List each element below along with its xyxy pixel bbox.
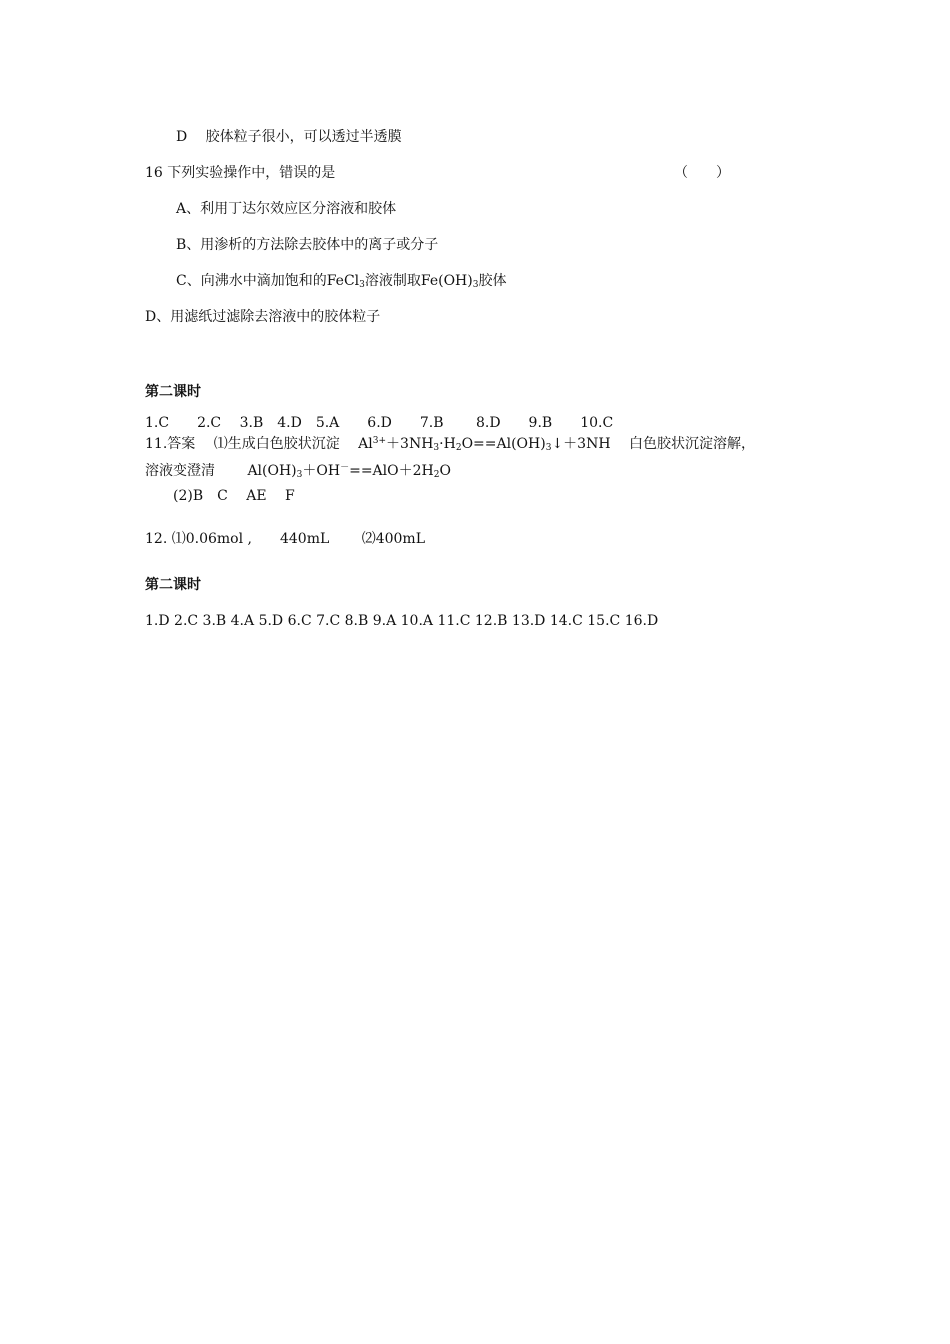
- option-c-text-3: 胶体: [478, 273, 507, 289]
- q11-superscript-1: 3+: [372, 436, 387, 446]
- answer-bracket: （ ）: [674, 165, 730, 181]
- option-c-subscript-1: 3: [359, 280, 365, 290]
- q11-subscript-3: 3: [545, 443, 552, 453]
- option-c-text-1: C、向沸水中滴加饱和的FeCl: [176, 273, 360, 289]
- q11-subscript-1: 3: [433, 443, 440, 453]
- section-heading: 第二课时: [145, 384, 201, 400]
- q11-text-5: ↓＋3NH 白色胶状沉淀溶解，: [551, 436, 755, 452]
- q11b-text-2: ＋OH: [302, 463, 341, 479]
- question16-option-a: A、利用丁达尔效应区分溶液和胶体: [176, 201, 397, 217]
- question11-answer-line1: [145, 432, 755, 457]
- q11b-text-4: O: [439, 463, 451, 479]
- question11-answer-line2: [145, 459, 451, 484]
- section-heading-2: 第二课时: [145, 577, 201, 593]
- q11b-superscript-1: －: [340, 463, 350, 473]
- q11-text-3: ·H: [439, 436, 456, 452]
- q11b-subscript-2: 2: [433, 470, 440, 480]
- q11-subscript-2: 2: [455, 443, 462, 453]
- q11b-subscript-1: 3: [296, 470, 303, 480]
- question11-answer-line3: (2)B C AE F: [145, 488, 295, 504]
- question12-answer: 12. ⑴0.06mol , 440mL ⑵400mL: [145, 531, 426, 547]
- question15-option-d: D 胶体粒子很小，可以透过半透膜: [176, 129, 402, 145]
- question16-option-c: [176, 272, 506, 294]
- q11b-text-3: ==AlO＋2H: [349, 463, 434, 479]
- q11-text-1: 11.答案 ⑴生成白色胶状沉淀 Al: [145, 436, 373, 452]
- q11-text-4: O==Al(OH): [461, 436, 546, 452]
- q11b-text-1: 溶液变澄清 Al(OH): [145, 463, 297, 479]
- multiple-choice-answers-2: 1.D 2.C 3.B 4.A 5.D 6.C 7.C 8.B 9.A 10.A 11.C 12.B 13.D 14.C 15.C 16.D: [145, 613, 659, 629]
- multiple-choice-answers: 1.C 2.C 3.B 4.D 5.A 6.D 7.B 8.D 9.B 10.C: [145, 415, 614, 431]
- q11-text-2: ＋3NH: [386, 436, 434, 452]
- question16-option-d: D、用滤纸过滤除去溶液中的胶体粒子: [145, 309, 381, 325]
- question16-stem: 16 下列实验操作中，错误的是: [145, 165, 336, 181]
- option-c-text-2: 溶液制取Fe(OH): [364, 273, 473, 289]
- question16-option-b: B、用渗析的方法除去胶体中的离子或分子: [176, 237, 439, 253]
- option-c-subscript-2: 3: [472, 280, 479, 290]
